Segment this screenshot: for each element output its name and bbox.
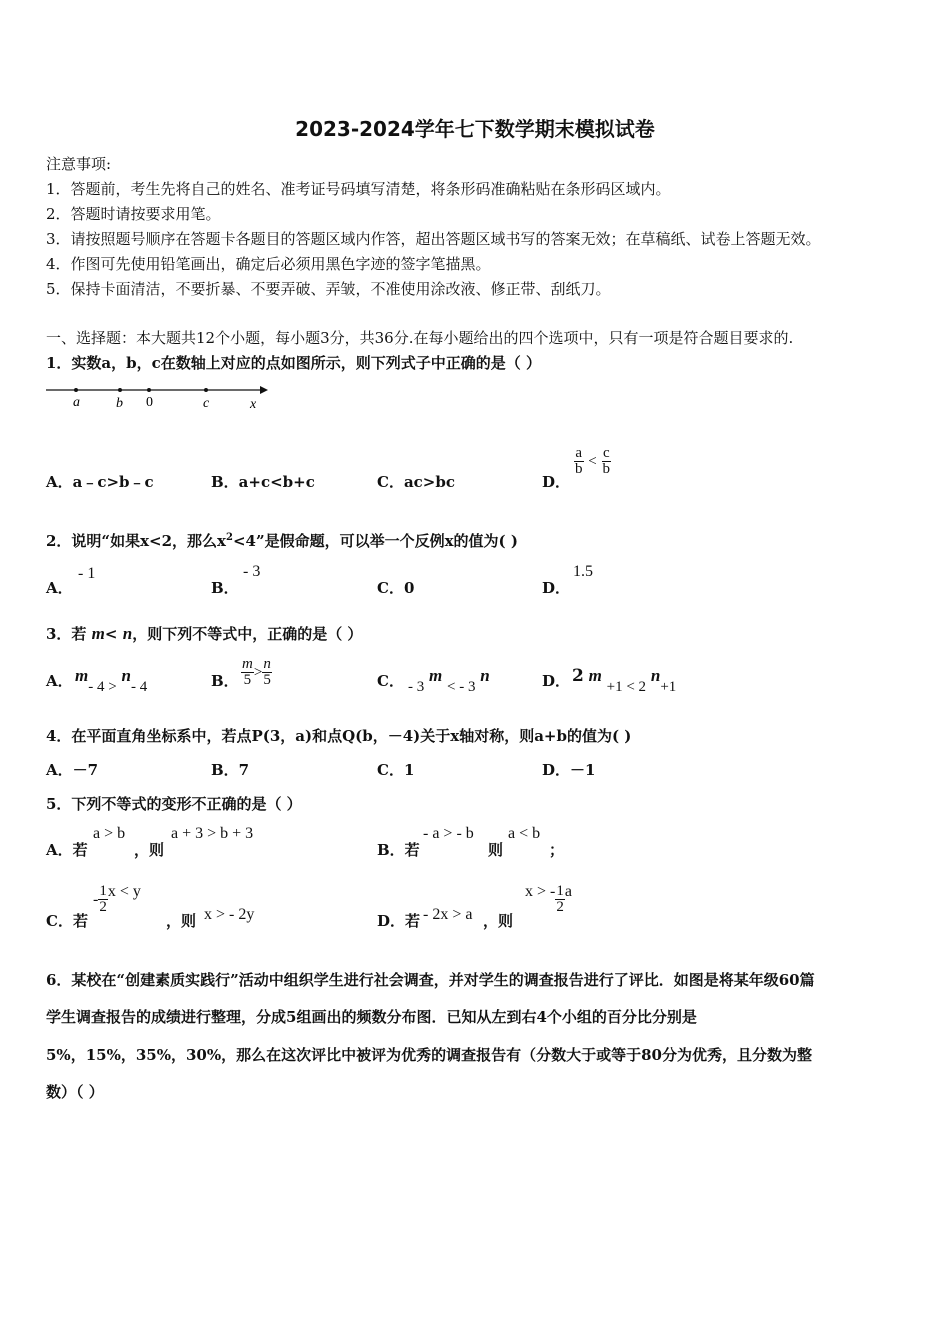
q5-option-b-label[interactable]: B．若 [377, 841, 420, 859]
q3-option-b-label[interactable]: B． [211, 672, 239, 690]
q1-option-a[interactable]: A．a﹣c>b﹣c [46, 473, 154, 491]
label-b: b [116, 396, 123, 411]
q5-option-a-then: ，则 [134, 841, 165, 859]
q4-option-b[interactable]: B．7 [211, 761, 250, 779]
q2-option-d-value: 1.5 [573, 563, 593, 580]
q5-option-a-cond: a > b [93, 825, 126, 842]
q5-option-a-result: a + 3 > b + 3 [171, 825, 254, 842]
q5-option-b-result: a < b [508, 825, 541, 842]
notice-item: 1．答题前，考生先将自己的姓名、准考证号码填写清楚，将条形码准确粘贴在条形码区域内。 [46, 180, 671, 198]
q5-option-b-end: ； [549, 841, 565, 859]
notice-item: 5．保持卡面清洁，不要折暴、不要弄破、弄皱，不准使用涂改液、修正带、刮纸刀。 [46, 280, 611, 298]
q5-stem: 5．下列不等式的变形不正确的是（ ） [46, 795, 302, 813]
label-x: x [250, 397, 257, 412]
point-c [204, 388, 208, 392]
arrow-icon [260, 386, 268, 394]
q5-option-d-result: x > - $\frac{1}{2}$ a [525, 883, 572, 915]
point-a [74, 388, 78, 392]
q4-option-d[interactable]: D．－1 [542, 761, 596, 779]
q3-option-d-label[interactable]: D． [542, 672, 571, 690]
q1-stem: 1．实数a，b，c在数轴上对应的点如图所示，则下列式子中正确的是（ ） [46, 354, 542, 372]
q2-option-b-label[interactable]: B． [211, 579, 239, 597]
q5-option-c-cond: - $\frac{1}{2}$ x < y [93, 883, 141, 915]
notice-item: 3．请按照题号顺序在答题卡各题目的答题区域内作答，超出答题区域书写的答案无效；在草稿纸、试卷上答题无效。 [46, 230, 821, 248]
q2-stem: 2．说明“如果x<2，那么$x^2<4$”是假命题，可以举一个反例x的值为( ) [46, 532, 518, 550]
q6-stem-line: 5%，15%，35%，30%，那么在这次评比中被评为优秀的调查报告有（分数大于或等于80分为优秀，且分数为整 [46, 1046, 812, 1064]
point-zero [147, 388, 151, 392]
q6-stem-line: 6．某校在“创建素质实践行”活动中组织学生进行社会调查，并对学生的调查报告进行了评比．如图是将某年级60篇 [46, 971, 815, 989]
q2-option-a-label[interactable]: A． [46, 579, 73, 597]
label-zero: 0 [146, 395, 153, 410]
q5-option-b-cond: - a > - b [423, 825, 474, 842]
q2-option-c[interactable]: C．0 [377, 579, 415, 597]
q5-option-d-then: ，则 [483, 912, 514, 930]
q5-option-c-label[interactable]: C．若 [46, 912, 88, 930]
point-b [118, 388, 122, 392]
q2-option-d-label[interactable]: D． [542, 579, 571, 597]
q5-option-c-result: x > - 2y [204, 906, 255, 923]
q3-stem: 3．若 m< n，则下列不等式中，正确的是（ ） [46, 624, 363, 643]
q5-option-a-label[interactable]: A．若 [46, 841, 88, 859]
notice-item: 4．作图可先使用铅笔画出，确定后必须用黑色字迹的签字笔描黑。 [46, 255, 491, 273]
q5-option-b-then: 则 [488, 841, 504, 859]
q1-option-d-expr: $\frac{a}{b}$ < $\frac{c}{b}$ [575, 445, 611, 477]
q5-option-c-then: ，则 [166, 912, 197, 930]
q3-option-c-label[interactable]: C． [377, 672, 404, 690]
q4-option-a[interactable]: A．－7 [46, 761, 99, 779]
q3-option-a-label[interactable]: A． [46, 672, 73, 690]
q6-stem-line: 数）（ ） [46, 1083, 104, 1101]
q1-option-d-label[interactable]: D． [542, 473, 571, 491]
q5-option-d-cond: - 2x > a [423, 906, 473, 923]
q3-option-d-expr: 2 m +1 < 2 n+1 [572, 666, 677, 695]
label-a: a [73, 395, 80, 410]
q4-option-c[interactable]: C．1 [377, 761, 415, 779]
q1-option-b[interactable]: B．a+c<b+c [211, 473, 315, 491]
q2-option-a-value: - 1 [78, 565, 96, 582]
q6-stem-line: 学生调查报告的成绩进行整理，分成5组画出的频数分布图．已知从左到右4个小组的百分比分别是 [46, 1008, 697, 1026]
section-heading: 一、选择题：本大题共12个小题，每小题3分，共36分.在每小题给出的四个选项中，只有一项是符合题目要求的. [46, 329, 794, 347]
q4-stem: 4．在平面直角坐标系中，若点P(3，a)和点Q(b，－4)关于x轴对称，则a+b的值为( ) [46, 727, 632, 745]
q1-option-c[interactable]: C．ac>bc [377, 473, 455, 491]
page-title: 2023-2024学年七下数学期末模拟试卷 [295, 117, 655, 141]
label-c: c [203, 396, 210, 411]
notice-heading: 注意事项: [46, 155, 112, 173]
q3-option-c-expr: - 3 m < - 3 n [408, 666, 490, 695]
q3-option-b-expr: $\frac{m}{5}$ > $\frac{n}{5}$ [242, 656, 271, 688]
q3-option-a-expr: m- 4 > n- 4 [75, 666, 148, 695]
q5-option-d-label[interactable]: D．若 [377, 912, 421, 930]
notice-item: 2．答题时请按要求用笔。 [46, 205, 221, 223]
q2-option-b-value: - 3 [243, 563, 261, 580]
number-line-figure [46, 382, 271, 412]
